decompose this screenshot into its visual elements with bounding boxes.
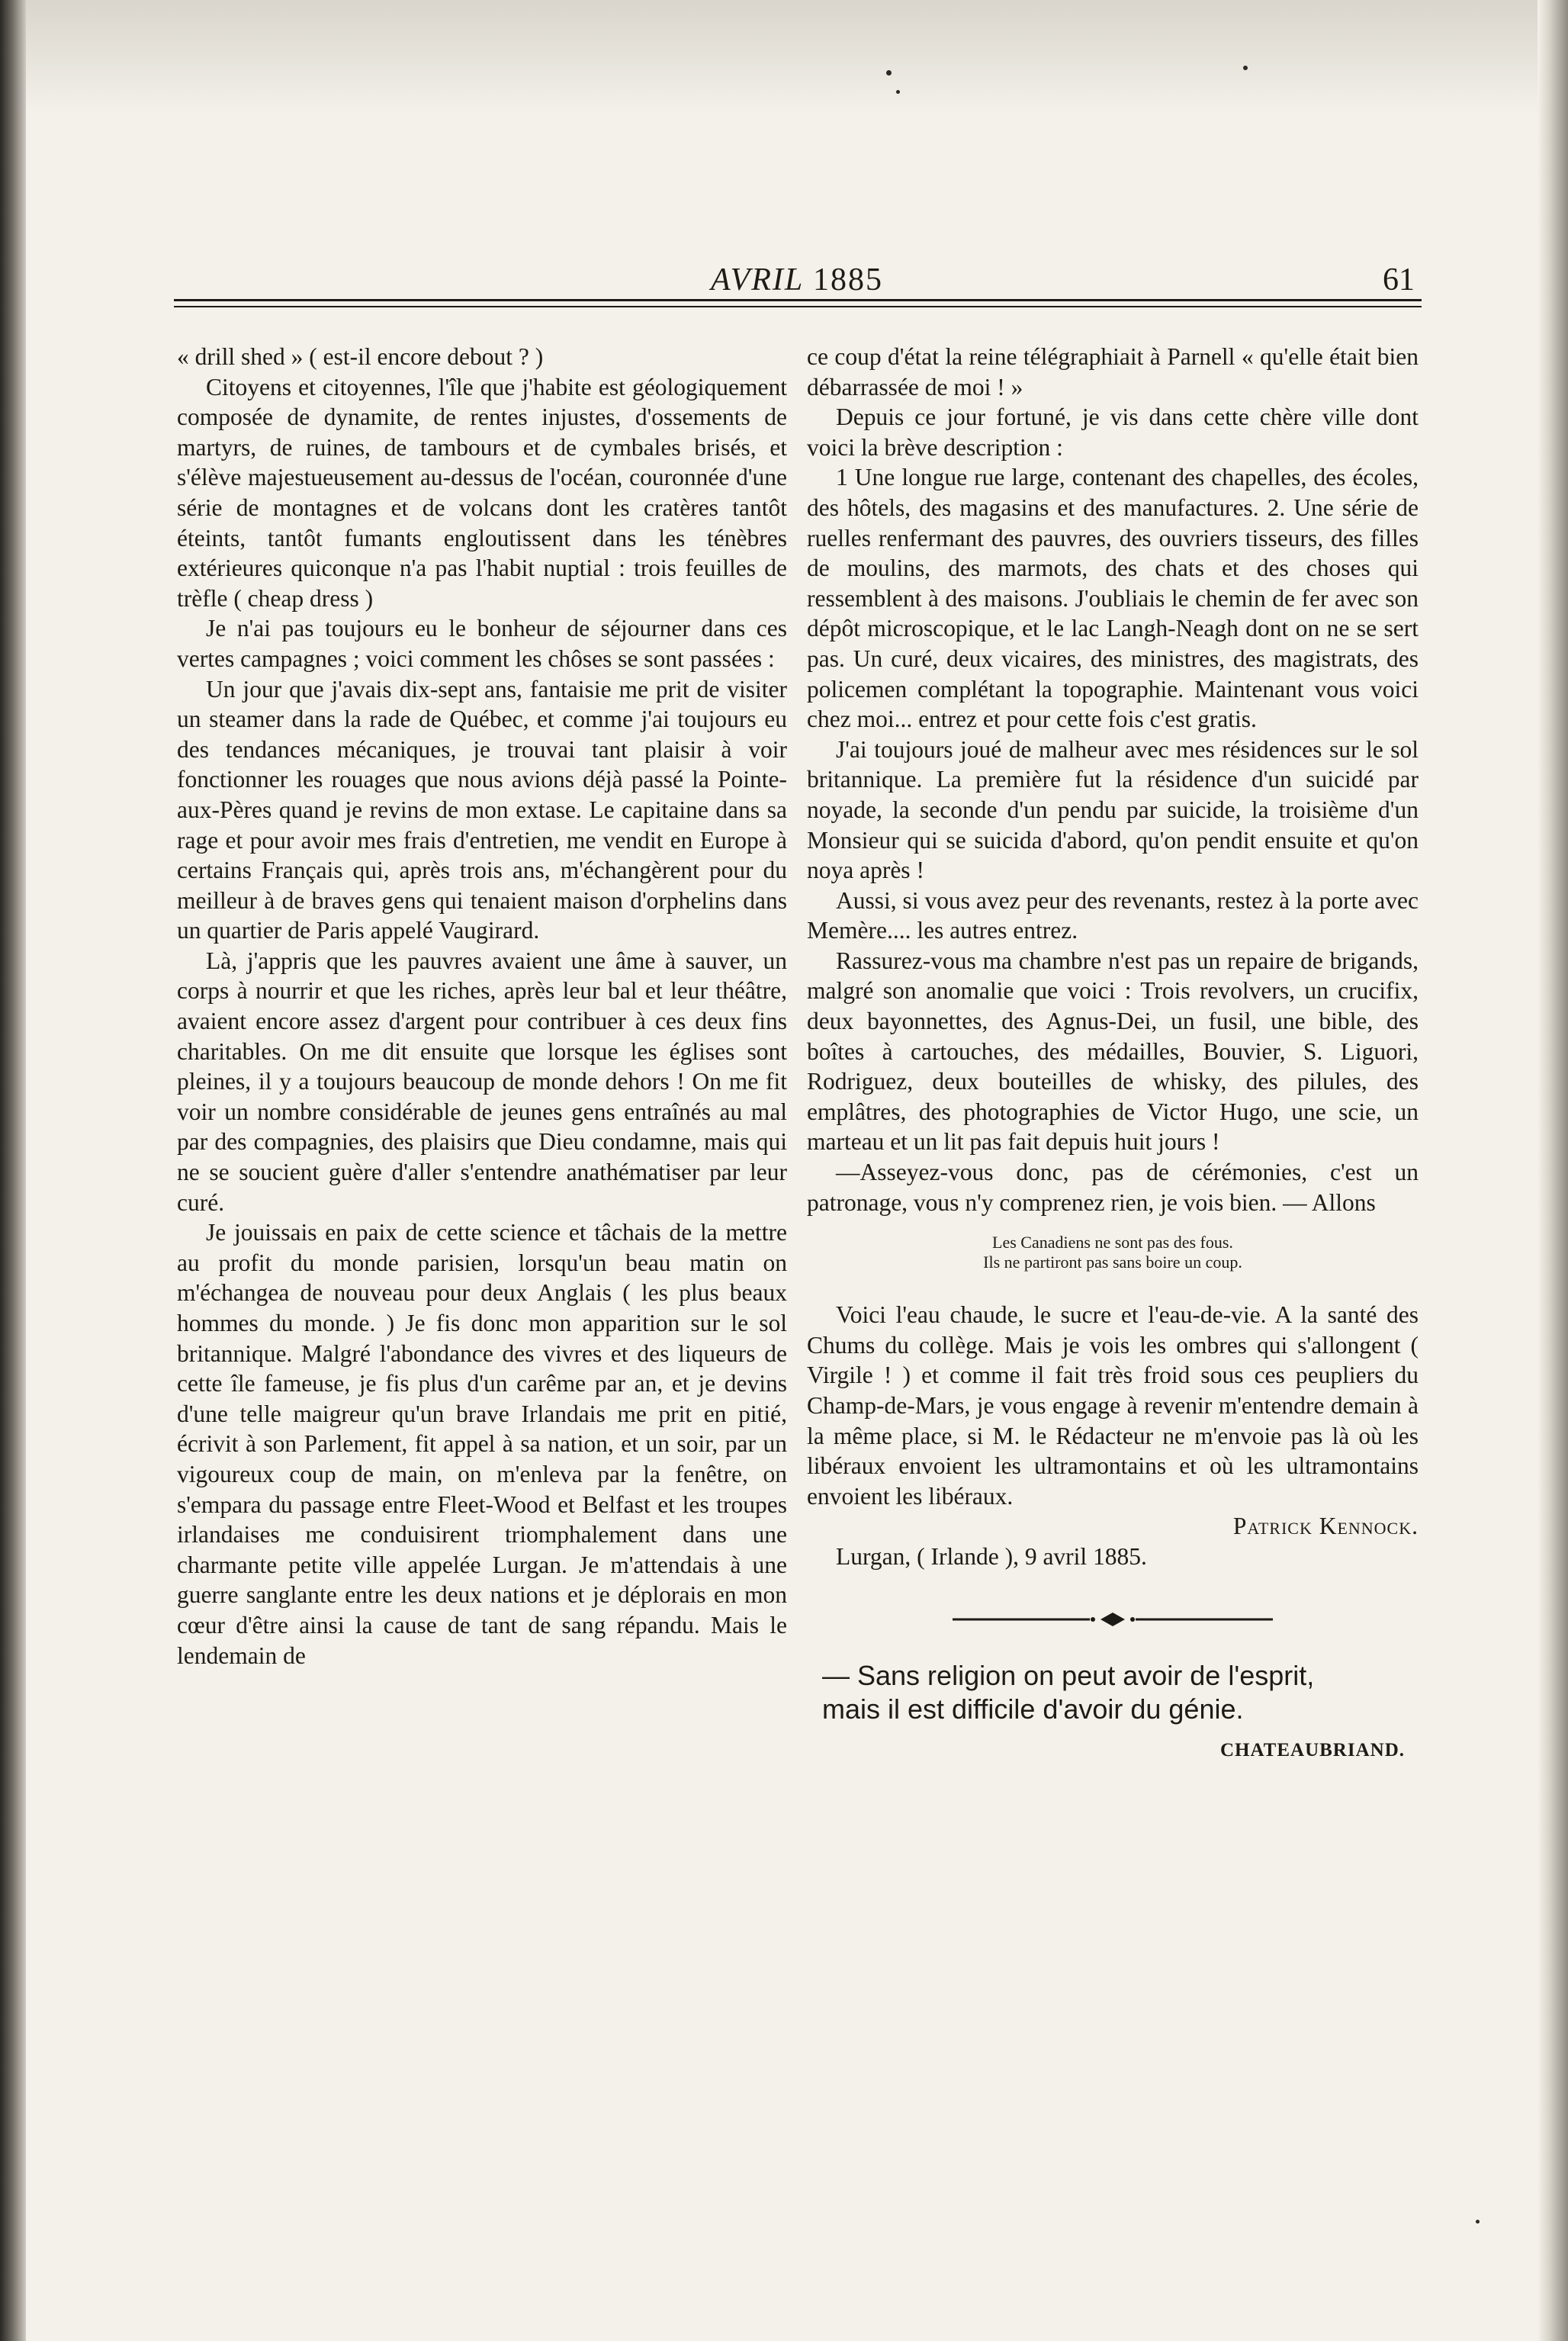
maxim-author: CHATEAUBRIAND. [1219, 1739, 1405, 1761]
paragraph: Aussi, si vous avez peur des revenants, restez à la porte avec Memère.... les autres entrez. [807, 886, 1419, 944]
ink-speck [1243, 66, 1248, 70]
header-title [179, 262, 1415, 298]
paragraph: Citoyens et citoyennes, l'île que j'habite est géologiquement composée de dynamite, de rentes injustes, d'ossements de martyrs, de ruines, de tambours et de cymbales brisés, et s'élève majestueusement au-dessus de l'océan, couronnée d'une série de montagnes et de volcans dont les cratères tantôt éteints, tantôt fumants engloutissent dans les ténèbres extérieures quiconque n'a pas l'habit nuptial : trois feuilles de trèfle ( cheap dress ) [177, 373, 787, 612]
closing-paragraph: Voici l'eau chaude, le sucre et l'eau-de-vie. A la santé des Chums du collège. Mais je vois les ombres qui s'allongent ( Virgile ! ) et comme il fait très froid sous ces peupliers du Champ-de-Mars, je vous engage à revenir m'entendre demain à la même place, si M. le Rédacteur ne m'envoie pas là où les libéraux envoient les ultramontains et où les ultramontains envoient les libéraux. [807, 1301, 1419, 1510]
paragraph: Depuis ce jour fortuné, je vis dans cette chère ville dont voici la brève description : [807, 404, 1419, 461]
header-year: 1885 [812, 262, 883, 297]
ink-speck [896, 90, 900, 94]
left-column [177, 342, 787, 1671]
paragraph: Là, j'appris que les pauvres avaient une âme à sauver, un corps à nourrir et que les riches, après leur bal et leur théâtre, avaient encore assez d'argent pour contribuer à ces deux fins charitables. On me dit ensuite que lorsque les églises sont pleines, il y a toujours beaucoup de monde dehors ! On me fit voir un nombre considérable de jeunes gens entraînés au mal par des compagnies, des plaisirs que Dieu condamne, mais qui ne se soucient guère d'aller s'entendre anathématiser par leur curé. [177, 947, 787, 1216]
page-edge-right [1537, 0, 1568, 2341]
paragraph: Je n'ai pas toujours eu le bonheur de séjourner dans ces vertes campagnes ; voici comment les chôses se sont passées : [177, 615, 787, 672]
maxim-line: — Sans religion on peut avoir de l'esprit, [822, 1659, 1315, 1691]
paragraph: —Asseyez-vous donc, pas de cérémonies, c'est un patronage, vous n'y comprenez rien, je vois bien. — Allons [807, 1159, 1419, 1216]
quote-line: Ils ne partiront pas sans boire un coup. [983, 1252, 1242, 1272]
paragraph: Rassurez-vous ma chambre n'est pas un repaire de brigands, malgré son anomalie que voici : Trois revolvers, un crucifix, deux bayonnettes, des Agnus-Dei, un fusil, une bible, des boîtes à cartouches, des médailles, Bouvier, S. Liguori, Rodriguez, deux bouteilles de whisky, des pilules, des emplâtres, des photographies de Victor Hugo, une scie, un marteau et un lit pas fait depuis huit jours ! [807, 947, 1419, 1156]
ink-speck [1476, 2220, 1480, 2224]
header-month: AVRIL [711, 262, 804, 297]
paragraph: Je jouissais en paix de cette science et tâchais de la mettre au profit du monde parisien, lorsqu'un beau matin on m'échangea de nouveau pour deux Anglais ( les plus beaux hommes du monde. ) Je fis donc mon apparition sur le sol britannique. Malgré l'abondance des vivres et des liqueurs de cette île fameuse, je fis plus d'un carême par an, et je devins d'une telle maigreur qu'un brave Irlandais me prit en pitié, écrivit à son Parlement, fit appel à sa nation, et un soir, par un vigoureux coup de main, on m'enleva par la fenêtre, on s'empara du passage entre Fleet-Wood et Belfast et les troupes irlandaises me conduisirent triomphalement dans une charmante petite ville appelée Lurgan. Je m'attendais à une guerre sanglante entre les deux nations et je déplorais en mon cœur d'être ainsi la cause de tant de sang répandu. Mais le lendemain de [177, 1219, 787, 1669]
song-quote [807, 1233, 1419, 1272]
author-signature: Patrick Kennock. [1232, 1513, 1419, 1540]
maxim-line: mais il est difficile d'avoir du génie. [822, 1693, 1244, 1725]
paragraph: J'ai toujours joué de malheur avec mes résidences sur le sol britannique. La première fut la résidence d'un suicidé par noyade, la seconde d'un pendu par suicide, la troisième d'un Monsieur qui se suicida d'abord, qu'on pendit ensuite et qu'on noya après ! [807, 735, 1419, 884]
scan-shading [26, 0, 1537, 114]
page-edge-left [0, 0, 26, 2341]
paragraph: Un jour que j'avais dix-sept ans, fantaisie me prit de visiter un steamer dans la rade de Québec, et comme j'ai toujours eu des tendances mécaniques, je trouvai tant plaisir à voir fonctionner les rouages que nous avions déjà passé la Pointe-aux-Pères quand je revins de mon extase. Le capitaine dans sa rage et pour avoir mes frais d'entretien, me vendit en Europe à certains Français qui, après trois ans, m'échangèrent pour du meilleur à de braves gens qui tenaient maison d'orphelins dans un quartier de Paris appelé Vaugirard. [177, 675, 787, 944]
ornament-divider [937, 1610, 1288, 1629]
place-date: Lurgan, ( Irlande ), 9 avril 1885. [836, 1542, 1147, 1570]
ink-speck [886, 70, 892, 76]
maxim [822, 1659, 1419, 1726]
header-rule-thin [174, 306, 1422, 307]
paragraph: ce coup d'état la reine télégraphiait à Parnell « qu'elle était bien débarrassée de moi ! » [807, 343, 1419, 400]
right-column [807, 342, 1419, 1765]
paragraph: 1 Une longue rue large, contenant des chapelles, des écoles, des hôtels, des magasins et des manufactures. 2. Une série de ruelles renfermant des pauvres, des ouvriers tisseurs, des filles de moulins, des marmots, des chats et des choses qui ressemblent à des maisons. J'oubliais le chemin de fer avec son dépôt microscopique, et le lac Langh-Neagh dont on ne se sert pas. Un curé, deux vicaires, des ministres, des magistrats, des policemen complétant la topographie. Maintenant vous voici chez moi... entrez et pour cette fois c'est gratis. [807, 464, 1419, 733]
quote-line: Les Canadiens ne sont pas des fous. [992, 1233, 1233, 1252]
page-number: 61 [1383, 262, 1415, 297]
paragraph: « drill shed » ( est-il encore debout ? ) [177, 343, 544, 370]
header-rule-thick [174, 299, 1422, 301]
